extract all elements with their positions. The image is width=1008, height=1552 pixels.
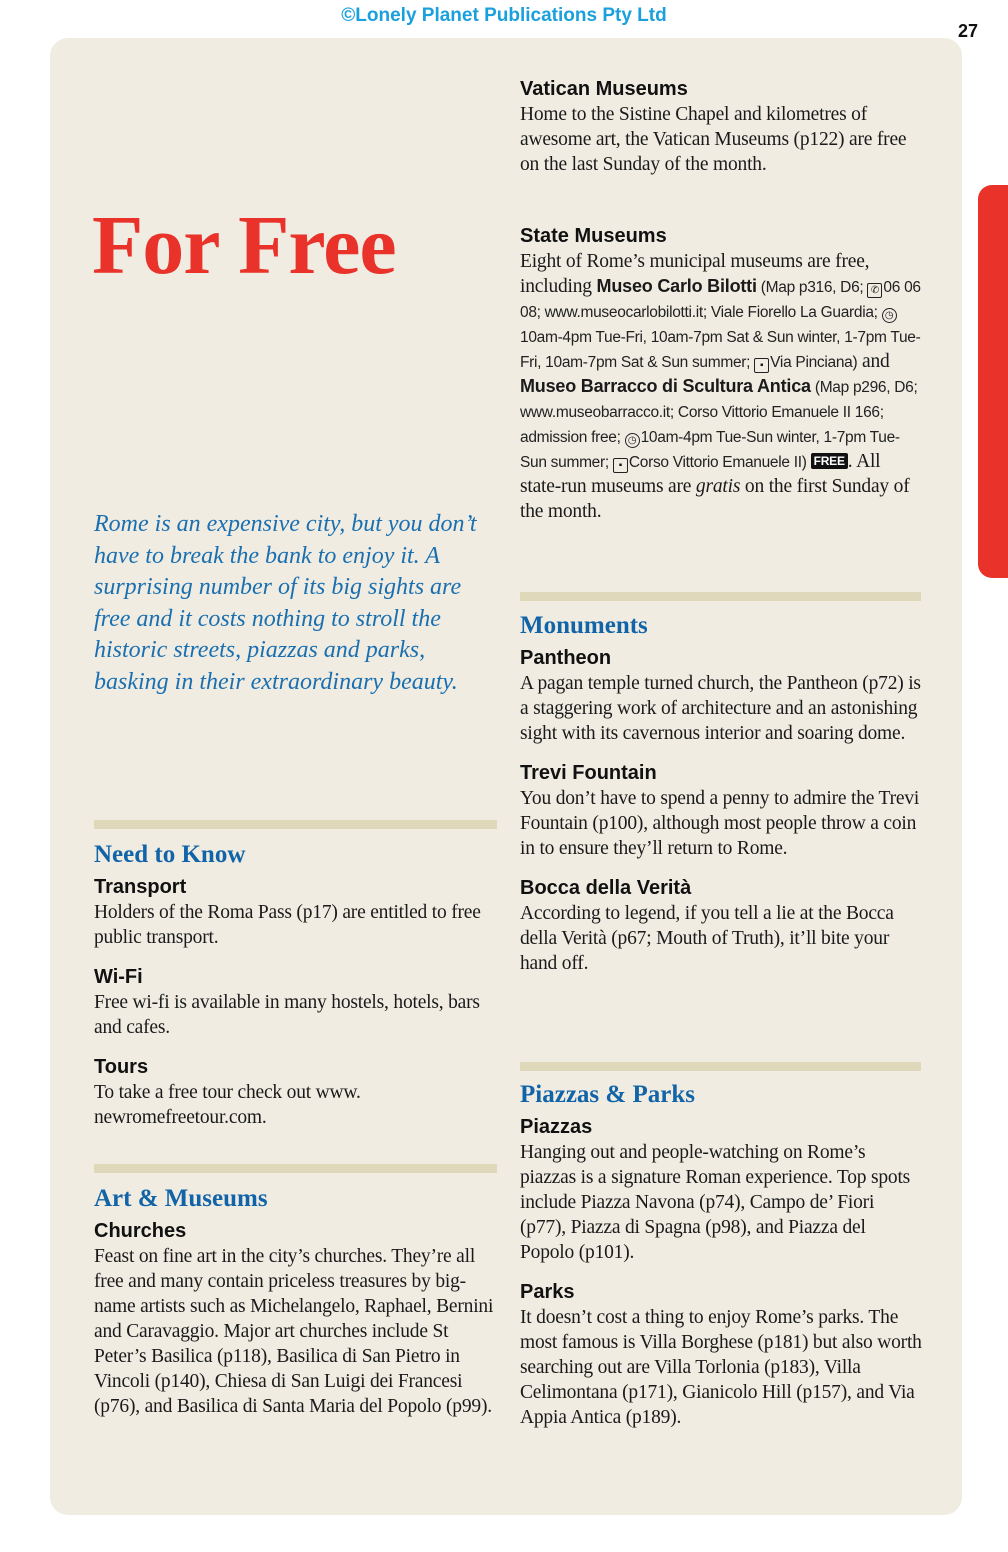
divider	[94, 820, 497, 829]
item-title: Parks	[520, 1281, 575, 1303]
bus-stop: Corso Vittorio Emanuele II)	[628, 454, 811, 471]
phone-icon: ✆	[867, 283, 882, 298]
text: . All state-run museums are	[520, 451, 881, 497]
opening-hours: 10am-4pm Tue-Fri, 10am-7pm Sat & Sun winter, 1-7pm Tue-Fri, 10am-7pm Sat & Sun summer;	[520, 329, 921, 371]
section-heading: Piazzas & Parks	[520, 1081, 695, 1108]
bus-icon: ▪	[754, 358, 769, 373]
section-heading: Art & Museums	[94, 1185, 268, 1212]
clock-icon: ◷	[625, 433, 640, 448]
free-badge: FREE	[811, 453, 848, 469]
venue-name: Museo Barracco di Scultura Antica	[520, 376, 811, 396]
opening-hours: 10am-4pm Tue-Sun winter, 1-7pm Tue-Sun summer;	[520, 429, 900, 471]
monuments-section	[520, 611, 924, 990]
item-text	[520, 249, 924, 524]
item-text: Home to the Sistine Chapel and kilometres of awesome art, the Vatican Museums (p122) are free on the last Sunday of the month.	[520, 104, 907, 175]
chapter-tab	[978, 185, 1008, 578]
section-heading: Need to Know	[94, 841, 246, 868]
bus-icon: ▪	[613, 458, 628, 473]
page-title: For Free	[92, 199, 396, 292]
item-text: To take a free tour check out www. newromefreetour.com.	[94, 1082, 361, 1128]
item-title: Bocca della Verità	[520, 877, 692, 899]
item-title: State Museums	[520, 225, 667, 247]
text: Eight of Rome’s municipal museums are free, including	[520, 251, 870, 297]
item-text: Free wi-fi is available in many hostels, hotels, bars and cafes.	[94, 992, 480, 1038]
vatican-museums	[520, 76, 924, 191]
venue-details: (Map p316, D6;	[756, 279, 868, 296]
art-museums-section	[94, 1184, 498, 1433]
item-title: Tours	[94, 1056, 149, 1078]
item-text: According to legend, if you tell a lie at the Bocca della Verità (p67; Mouth of Truth), it’ll bite your hand off.	[520, 903, 894, 974]
clock-icon: ◷	[882, 308, 897, 323]
item-title: Piazzas	[520, 1116, 593, 1138]
item-title: Wi-Fi	[94, 966, 143, 988]
state-museums	[520, 223, 924, 538]
divider	[520, 1062, 921, 1071]
bus-stop: Via Pinciana)	[770, 354, 858, 371]
piazzas-parks-section	[520, 1080, 924, 1444]
item-text: Holders of the Roma Pass (p17) are entitled to free public transport.	[94, 902, 481, 948]
item-title: Transport	[94, 876, 187, 898]
venue-name: Museo Carlo Bilotti	[596, 276, 757, 296]
section-heading: Monuments	[520, 612, 648, 639]
divider	[520, 592, 921, 601]
venue-details: (Map p296, D6; www.museobarracco.it; Corso Vittorio Emanuele II 166; admission free;	[520, 379, 918, 446]
need-to-know-section	[94, 840, 498, 1144]
item-text: It doesn’t cost a thing to enjoy Rome’s parks. The most famous is Villa Borghese (p181) but also worth searching out are Villa Torlonia (p183), Villa Celimontana (p171), Gianicolo Hill (p157), and Via Appia Antica (p189).	[520, 1307, 922, 1428]
item-text: Hanging out and people-watching on Rome’s piazzas is a signature Roman experience. Top spots include Piazza Navona (p74), Campo de’ Fiori (p77), Piazza di Spagna (p98), and Piazza del Popolo (p101).	[520, 1142, 911, 1263]
text: gratis	[695, 476, 741, 497]
item-title: Trevi Fountain	[520, 762, 657, 784]
item-title: Pantheon	[520, 647, 612, 669]
item-text: You don’t have to spend a penny to admire the Trevi Fountain (p100), although most people throw a coin in to ensure they’ll return to Rome.	[520, 788, 920, 859]
item-title: Churches	[94, 1220, 187, 1242]
intro-text: Rome is an expensive city, but you don’t have to break the bank to enjoy it. A surprising number of its big sights are free and it costs nothing to stroll the historic streets, piazzas and parks, basking in their extraordinary beauty.	[94, 511, 477, 695]
item-text: Feast on fine art in the city’s churches. They’re all free and many contain priceless treasures by big-name artists such as Michelangelo, Raphael, Bernini and Caravaggio. Major art churches include St Peter’s Basilica (p118), Basilica di San Pietro in Vincoli (p140), Chiesa di San Luigi dei Francesi (p76), and Basilica di Santa Maria del Popolo (p99).	[94, 1246, 494, 1417]
page-number: 27	[957, 21, 978, 41]
item-title: Vatican Museums	[520, 78, 688, 100]
text: and	[857, 351, 890, 372]
copyright-header: ©Lonely Planet Publications Pty Ltd	[341, 5, 667, 26]
venue-details: 06 06 08; www.museocarlobilotti.it; Viale Fiorello La Guardia;	[520, 279, 921, 321]
text: on the first Sunday of the month.	[520, 476, 910, 522]
item-text: A pagan temple turned church, the Pantheon (p72) is a staggering work of architecture and an astonishing sight with its cavernous interior and soaring dome.	[520, 673, 921, 744]
divider	[94, 1164, 497, 1173]
